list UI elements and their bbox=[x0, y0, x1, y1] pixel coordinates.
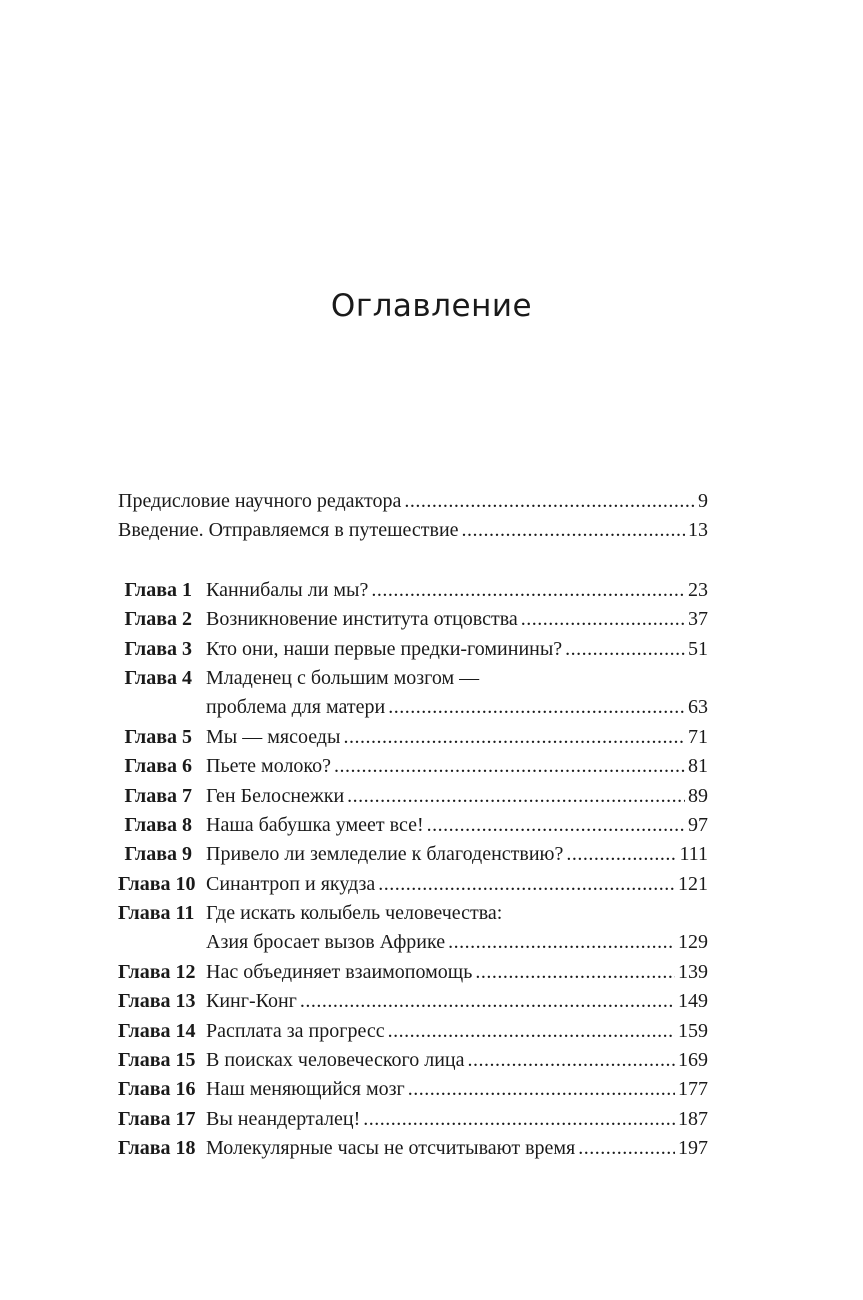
toc-chapter-entry[interactable] bbox=[118, 811, 708, 840]
chapter-page: 159 bbox=[678, 1019, 708, 1042]
chapter-page: 169 bbox=[678, 1049, 708, 1072]
chapters-section bbox=[118, 576, 708, 1164]
toc-chapter-entry[interactable] bbox=[118, 1075, 708, 1104]
chapter-label: Глава 5 bbox=[124, 725, 192, 748]
chapter-page: 149 bbox=[678, 990, 708, 1013]
toc-chapter-entry[interactable] bbox=[118, 576, 708, 605]
toc-entry-page: 9 bbox=[698, 490, 708, 512]
toc-line bbox=[118, 987, 708, 1016]
chapter-title: Расплата за прогресс bbox=[206, 1019, 385, 1042]
toc-chapter-entry[interactable] bbox=[118, 664, 708, 723]
chapter-page: 89 bbox=[688, 784, 708, 807]
toc-chapter-entry[interactable] bbox=[118, 605, 708, 634]
toc-chapter-entry[interactable] bbox=[118, 958, 708, 987]
chapter-page: 51 bbox=[688, 637, 708, 660]
chapter-page: 63 bbox=[688, 696, 708, 719]
dot-leader bbox=[565, 635, 685, 664]
chapter-title: Наш меняющийся мозг bbox=[206, 1078, 405, 1101]
toc-entry-introduction[interactable] bbox=[118, 516, 708, 545]
chapter-label: Глава 13 bbox=[118, 990, 196, 1013]
dot-leader bbox=[404, 487, 695, 516]
dot-leader bbox=[427, 811, 685, 840]
toc-entry-title: Предисловие научного редактора bbox=[118, 490, 402, 512]
chapter-label: Глава 7 bbox=[124, 784, 192, 807]
front-matter-section bbox=[118, 487, 708, 546]
chapter-title: Где искать колыбель человечества: bbox=[206, 902, 503, 925]
toc-chapter-entry[interactable] bbox=[118, 1046, 708, 1075]
chapter-title: Кто они, наши первые предки-гоминины? bbox=[206, 637, 563, 660]
chapter-label: Глава 6 bbox=[124, 755, 192, 778]
chapter-title: Наша бабушка умеет все! bbox=[206, 813, 424, 836]
dot-leader bbox=[371, 576, 685, 605]
toc-line bbox=[118, 1017, 708, 1046]
chapter-label: Глава 15 bbox=[118, 1049, 196, 1072]
toc-entry-title: Введение. Отправляемся в путешествие bbox=[118, 519, 459, 542]
chapter-page: 121 bbox=[678, 872, 708, 895]
chapter-title: В поисках человеческого лица bbox=[206, 1049, 465, 1072]
chapter-page: 81 bbox=[688, 755, 708, 778]
chapter-label: Глава 10 bbox=[118, 872, 196, 895]
table-of-contents bbox=[118, 487, 708, 1164]
toc-line bbox=[118, 605, 708, 634]
chapter-page: 23 bbox=[688, 578, 708, 601]
dot-leader bbox=[300, 987, 675, 1016]
toc-line bbox=[118, 870, 708, 899]
toc-line bbox=[118, 958, 708, 987]
chapter-page: 71 bbox=[688, 725, 708, 748]
toc-line bbox=[118, 664, 708, 693]
chapter-page: 187 bbox=[678, 1107, 708, 1130]
chapter-label: Глава 9 bbox=[124, 843, 192, 866]
toc-line bbox=[118, 840, 708, 869]
page-title: Оглавление bbox=[330, 288, 533, 324]
chapter-page: 197 bbox=[678, 1137, 708, 1160]
dot-leader bbox=[343, 723, 685, 752]
chapter-title: Младенец с большим мозгом — bbox=[206, 666, 480, 689]
chapter-label: Глава 1 bbox=[124, 578, 192, 601]
toc-chapter-entry[interactable] bbox=[118, 635, 708, 664]
chapter-page: 177 bbox=[678, 1078, 708, 1101]
dot-leader bbox=[363, 1105, 675, 1134]
chapter-label: Глава 18 bbox=[118, 1137, 196, 1160]
toc-entry-preface[interactable] bbox=[118, 487, 708, 516]
toc-line bbox=[118, 635, 708, 664]
chapter-title: Синантроп и якудза bbox=[206, 872, 376, 895]
toc-chapter-entry[interactable] bbox=[118, 723, 708, 752]
chapter-page: 139 bbox=[678, 960, 708, 983]
toc-chapter-entry[interactable] bbox=[118, 1134, 708, 1163]
chapter-label: Глава 16 bbox=[118, 1078, 196, 1101]
toc-chapter-entry[interactable] bbox=[118, 840, 708, 869]
toc-line bbox=[118, 1134, 708, 1163]
chapter-title: Азия бросает вызов Африке bbox=[206, 931, 446, 954]
toc-line bbox=[118, 693, 708, 722]
dot-leader bbox=[475, 958, 675, 987]
chapter-title: проблема для матери bbox=[206, 696, 386, 719]
chapter-title: Мы — мясоеды bbox=[206, 725, 341, 748]
dot-leader bbox=[468, 1046, 675, 1075]
toc-line bbox=[118, 811, 708, 840]
dot-leader bbox=[347, 782, 685, 811]
chapter-title: Ген Белоснежки bbox=[206, 784, 345, 807]
chapter-page: 129 bbox=[678, 931, 708, 954]
toc-line bbox=[118, 782, 708, 811]
chapter-label: Глава 8 bbox=[124, 813, 192, 836]
section-spacer bbox=[118, 546, 708, 576]
toc-line bbox=[118, 576, 708, 605]
toc-chapter-entry[interactable] bbox=[118, 987, 708, 1016]
chapter-label: Глава 14 bbox=[118, 1019, 196, 1042]
chapter-page: 37 bbox=[688, 608, 708, 631]
chapter-title: Вы неандерталец! bbox=[206, 1107, 361, 1130]
toc-line bbox=[118, 1105, 708, 1134]
toc-line bbox=[118, 899, 708, 928]
toc-chapter-entry[interactable] bbox=[118, 899, 708, 958]
toc-chapter-entry[interactable] bbox=[118, 752, 708, 781]
chapter-title: Молекулярные часы не отсчитывают время bbox=[206, 1137, 576, 1160]
chapter-title: Кинг-Конг bbox=[206, 990, 297, 1013]
chapter-title: Каннибалы ли мы? bbox=[206, 578, 369, 601]
dot-leader bbox=[334, 752, 685, 781]
dot-leader bbox=[388, 1017, 675, 1046]
toc-chapter-entry[interactable] bbox=[118, 1017, 708, 1046]
chapter-title: Привело ли земледелие к благоденствию? bbox=[206, 843, 564, 866]
dot-leader bbox=[378, 870, 675, 899]
chapter-label: Глава 17 bbox=[118, 1107, 196, 1130]
dot-leader bbox=[388, 693, 685, 722]
toc-line bbox=[118, 752, 708, 781]
chapter-title: Нас объединяет взаимопомощь bbox=[206, 960, 473, 983]
dot-leader bbox=[566, 840, 676, 869]
toc-line bbox=[118, 1075, 708, 1104]
toc-line bbox=[118, 723, 708, 752]
toc-line bbox=[118, 1046, 708, 1075]
toc-chapter-entry[interactable] bbox=[118, 782, 708, 811]
dot-leader bbox=[408, 1075, 675, 1104]
dot-leader bbox=[578, 1134, 675, 1163]
chapter-page: 111 bbox=[679, 843, 708, 866]
dot-leader bbox=[462, 516, 685, 545]
chapter-title: Пьете молоко? bbox=[206, 755, 332, 778]
toc-chapter-entry[interactable] bbox=[118, 1105, 708, 1134]
toc-entry-page: 13 bbox=[688, 519, 708, 542]
chapter-label: Глава 3 bbox=[124, 637, 192, 660]
dot-leader bbox=[521, 605, 685, 634]
chapter-page: 97 bbox=[688, 813, 708, 836]
chapter-label: Глава 12 bbox=[118, 960, 196, 983]
chapter-label: Глава 2 bbox=[124, 608, 192, 631]
toc-chapter-entry[interactable] bbox=[118, 870, 708, 899]
dot-leader bbox=[448, 928, 675, 957]
chapter-label: Глава 4 bbox=[124, 666, 192, 689]
chapter-title: Возникновение института отцовства bbox=[206, 608, 518, 631]
toc-line bbox=[118, 928, 708, 957]
chapter-label: Глава 11 bbox=[118, 902, 195, 925]
